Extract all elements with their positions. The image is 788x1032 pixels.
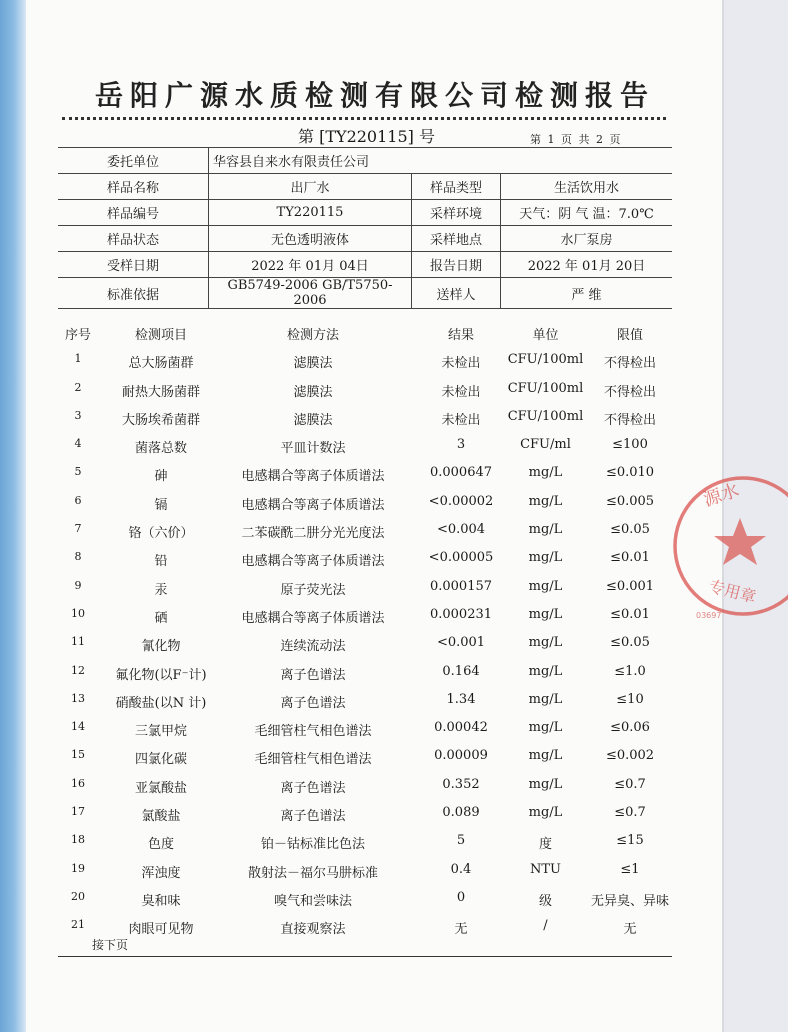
cell-unit: mg/L [528,578,563,594]
info-row-standard [58,278,672,309]
table-row [58,488,672,516]
results-rows [58,346,672,940]
cell-result: 0 [456,889,466,905]
cell-item: 汞 [154,582,168,598]
info-row-client [58,148,672,174]
svg-text:专用章: 专用章 [706,576,759,607]
cell-no: 13 [71,691,85,705]
state-value: 无色透明液体 [209,226,412,252]
cell-method: 毛细管柱气相色谱法 [254,752,372,768]
cell-method: 滤膜法 [293,412,333,428]
cell-no: 7 [74,522,82,536]
col-no: 序号 [64,328,91,343]
cell-item: 硒 [154,610,168,626]
env-value: 天气：阴 气 温：7.0℃ [501,200,673,226]
table-row [58,375,672,403]
table-row [58,658,672,686]
cell-item: 四氯化碳 [134,752,187,768]
cell-limit: ≤10 [616,691,644,707]
cell-unit: / [543,918,548,934]
table-row [58,686,672,714]
cell-result: 1.34 [446,691,476,707]
sender-value: 严 维 [501,278,673,309]
cell-limit: ≤0.005 [605,493,655,509]
svg-text:03697: 03697 [696,611,722,620]
table-row [58,884,672,912]
table-row [58,573,672,601]
cell-method: 平皿计数法 [280,441,346,457]
cell-no: 19 [71,861,85,875]
page-number: 第 1 页 共 2 页 [530,133,621,146]
cell-result: 无 [454,922,468,938]
table-row [58,827,672,855]
cell-method: 连续流动法 [280,639,346,655]
table-row [58,742,672,770]
info-row-dates [58,252,672,278]
cell-item: 臭和味 [141,893,181,909]
report-date-value: 2022 年 01月 20日 [501,252,673,278]
table-row [58,346,672,374]
cell-no: 15 [71,748,85,762]
client-label: 委托单位 [58,148,209,174]
cell-item: 大肠埃希菌群 [121,412,200,428]
col-limit: 限值 [616,328,643,343]
cell-item: 菌落总数 [134,441,187,457]
cell-result: 0.164 [442,663,480,679]
info-row-sample-id [58,200,672,226]
cell-item: 总大肠菌群 [128,356,194,372]
cell-method: 直接观察法 [280,922,346,938]
report-number: 第 [TY220115] 号 [298,127,435,146]
cell-unit: CFU/100ml [507,380,584,396]
sample-name-label: 样品名称 [58,174,209,200]
results-header-row [58,318,672,346]
cell-item: 浑浊度 [141,865,181,881]
cell-result: <0.001 [436,635,486,651]
cell-method: 电感耦合等离子体质谱法 [241,497,385,513]
cell-result: 0.089 [442,805,480,821]
cell-unit: mg/L [528,635,563,651]
received-value: 2022 年 01月 04日 [209,252,412,278]
cell-result: 0.00009 [434,748,488,764]
cell-limit: ≤0.010 [605,465,655,481]
cell-method: 铂－钴标准比色法 [260,837,365,853]
cell-result: <0.00005 [428,550,494,566]
table-row [58,431,672,459]
cell-item: 镉 [154,497,168,513]
cell-limit: ≤1 [620,861,640,877]
cell-limit: ≤0.002 [605,748,655,764]
cell-method: 电感耦合等离子体质谱法 [241,610,385,626]
cell-no: 6 [74,493,82,507]
cell-unit: CFU/ml [520,437,571,453]
cell-unit: mg/L [528,776,563,792]
cell-limit: ≤0.7 [614,805,646,821]
cell-no: 16 [71,776,85,790]
table-row [58,629,672,657]
cell-method: 散射法－福尔马肼标准 [247,865,378,881]
cell-method: 二苯碳酰二肼分光光度法 [241,526,385,542]
cell-no: 2 [74,380,82,394]
cell-method: 离子色谱法 [280,809,346,825]
cell-result: 0.000231 [429,606,493,622]
svg-text:源水: 源水 [700,479,742,511]
cell-unit: mg/L [528,691,563,707]
cell-unit: 级 [538,893,552,909]
cell-result: 0.00042 [434,720,488,736]
cell-result: 5 [456,833,466,849]
results-table [58,318,672,941]
cell-no: 17 [71,805,85,819]
table-row [58,771,672,799]
table-row [58,544,672,572]
sample-name-value: 出厂水 [209,174,412,200]
cell-result: 0.000157 [429,578,493,594]
cell-unit: CFU/100ml [507,408,584,424]
env-label: 采样环境 [412,200,501,226]
cell-no: 10 [71,606,85,620]
cell-method: 离子色谱法 [280,695,346,711]
place-value: 水厂泵房 [501,226,673,252]
cell-no: 8 [74,550,82,564]
cell-no: 4 [74,437,82,451]
cell-result: 0.352 [442,776,480,792]
cell-item: 色度 [147,837,174,853]
cell-limit: 无 [623,922,637,938]
cell-no: 3 [74,408,82,422]
cell-item: 铅 [154,554,168,570]
cell-unit: 度 [538,837,552,853]
cell-unit: mg/L [528,663,563,679]
cell-no: 5 [74,465,82,479]
cell-item: 氟化物(以F⁻计) [115,667,207,683]
official-seal [668,468,788,628]
cell-no: 1 [74,352,82,366]
standard-value: GB5749-2006 GB/T5750-2006 [209,278,412,309]
continue-note: 接下页 [92,938,129,952]
table-row [58,856,672,884]
cell-item: 硝酸盐(以N 计) [115,695,207,711]
cell-method: 离子色谱法 [280,667,346,683]
table-row [58,459,672,487]
cell-method: 原子荧光法 [280,582,346,598]
cell-limit: 无异臭、异味 [590,893,669,909]
table-row [58,403,672,431]
cell-unit: mg/L [528,805,563,821]
report-date-label: 报告日期 [412,252,501,278]
cell-method: 嗅气和尝味法 [273,893,352,909]
cell-no: 18 [71,833,85,847]
cell-item: 铬（六价） [128,526,194,542]
cell-no: 14 [71,720,85,734]
cell-limit: 不得检出 [603,384,656,400]
sample-id-value: TY220115 [209,200,412,226]
table-row [58,516,672,544]
info-row-sample-name [58,174,672,200]
cell-method: 电感耦合等离子体质谱法 [241,554,385,570]
cell-limit: ≤0.001 [605,578,655,594]
cell-result: <0.00002 [428,493,494,509]
table-row [58,912,672,940]
title-divider [62,117,666,120]
cell-item: 砷 [154,469,168,485]
cell-unit: mg/L [528,606,563,622]
standard-label: 标准依据 [58,278,209,309]
sample-type-label: 样品类型 [412,174,501,200]
cell-no: 9 [74,578,82,592]
table-row [58,714,672,742]
cell-no: 12 [71,663,85,677]
cell-method: 毛细管柱气相色谱法 [254,724,372,740]
client-value: 华容县自来水有限责任公司 [209,148,673,174]
cell-limit: ≤100 [612,437,648,453]
report-title: 岳阳广源水质检测有限公司检测报告 [94,79,655,112]
cell-item: 氯酸盐 [141,809,181,825]
cell-result: 未检出 [441,384,481,400]
cell-no: 20 [71,889,85,903]
cell-result: 0.4 [450,861,472,877]
cell-result: 未检出 [441,356,481,372]
cell-limit: ≤0.7 [614,776,646,792]
col-item: 检测项目 [134,328,187,343]
cell-limit: ≤0.05 [610,635,650,651]
info-row-state [58,226,672,252]
cell-item: 耐热大肠菌群 [121,384,200,400]
cell-limit: ≤0.05 [610,522,650,538]
cell-unit: mg/L [528,720,563,736]
cell-result: 未检出 [441,412,481,428]
sample-type-value: 生活饮用水 [501,174,673,200]
cell-method: 滤膜法 [293,356,333,372]
cell-item: 氰化物 [141,639,181,655]
cell-no: 21 [71,918,85,932]
cell-unit: mg/L [528,550,563,566]
sample-info-table [58,147,672,309]
cell-unit: mg/L [528,493,563,509]
cell-item: 三氯甲烷 [134,724,187,740]
cell-result: 0.000647 [429,465,493,481]
cell-unit: mg/L [528,465,563,481]
sample-id-label: 样品编号 [58,200,209,226]
received-label: 受样日期 [58,252,209,278]
cell-method: 电感耦合等离子体质谱法 [241,469,385,485]
cell-result: <0.004 [436,522,486,538]
sender-label: 送样人 [412,278,501,309]
place-label: 采样地点 [412,226,501,252]
col-method: 检测方法 [286,328,339,343]
cell-limit: ≤15 [616,833,644,849]
table-row [58,799,672,827]
cell-unit: mg/L [528,522,563,538]
cell-item: 亚氯酸盐 [134,780,187,796]
cell-unit: NTU [529,861,561,877]
cell-unit: mg/L [528,748,563,764]
page-edge [0,0,26,1032]
cell-method: 滤膜法 [293,384,333,400]
cell-item: 肉眼可见物 [128,922,194,938]
bottom-divider [58,956,672,957]
state-label: 样品状态 [58,226,209,252]
cell-unit: CFU/100ml [507,352,584,368]
cell-limit: 不得检出 [603,356,656,372]
cell-no: 11 [71,635,85,649]
table-row [58,601,672,629]
col-unit: 单位 [532,328,559,343]
cell-result: 3 [456,437,466,453]
cell-limit: ≤0.01 [610,606,650,622]
cell-limit: ≤0.06 [610,720,650,736]
cell-method: 离子色谱法 [280,780,346,796]
col-result: 结果 [447,328,474,343]
cell-limit: ≤1.0 [614,663,646,679]
cell-limit: ≤0.01 [610,550,650,566]
cell-limit: 不得检出 [603,412,656,428]
